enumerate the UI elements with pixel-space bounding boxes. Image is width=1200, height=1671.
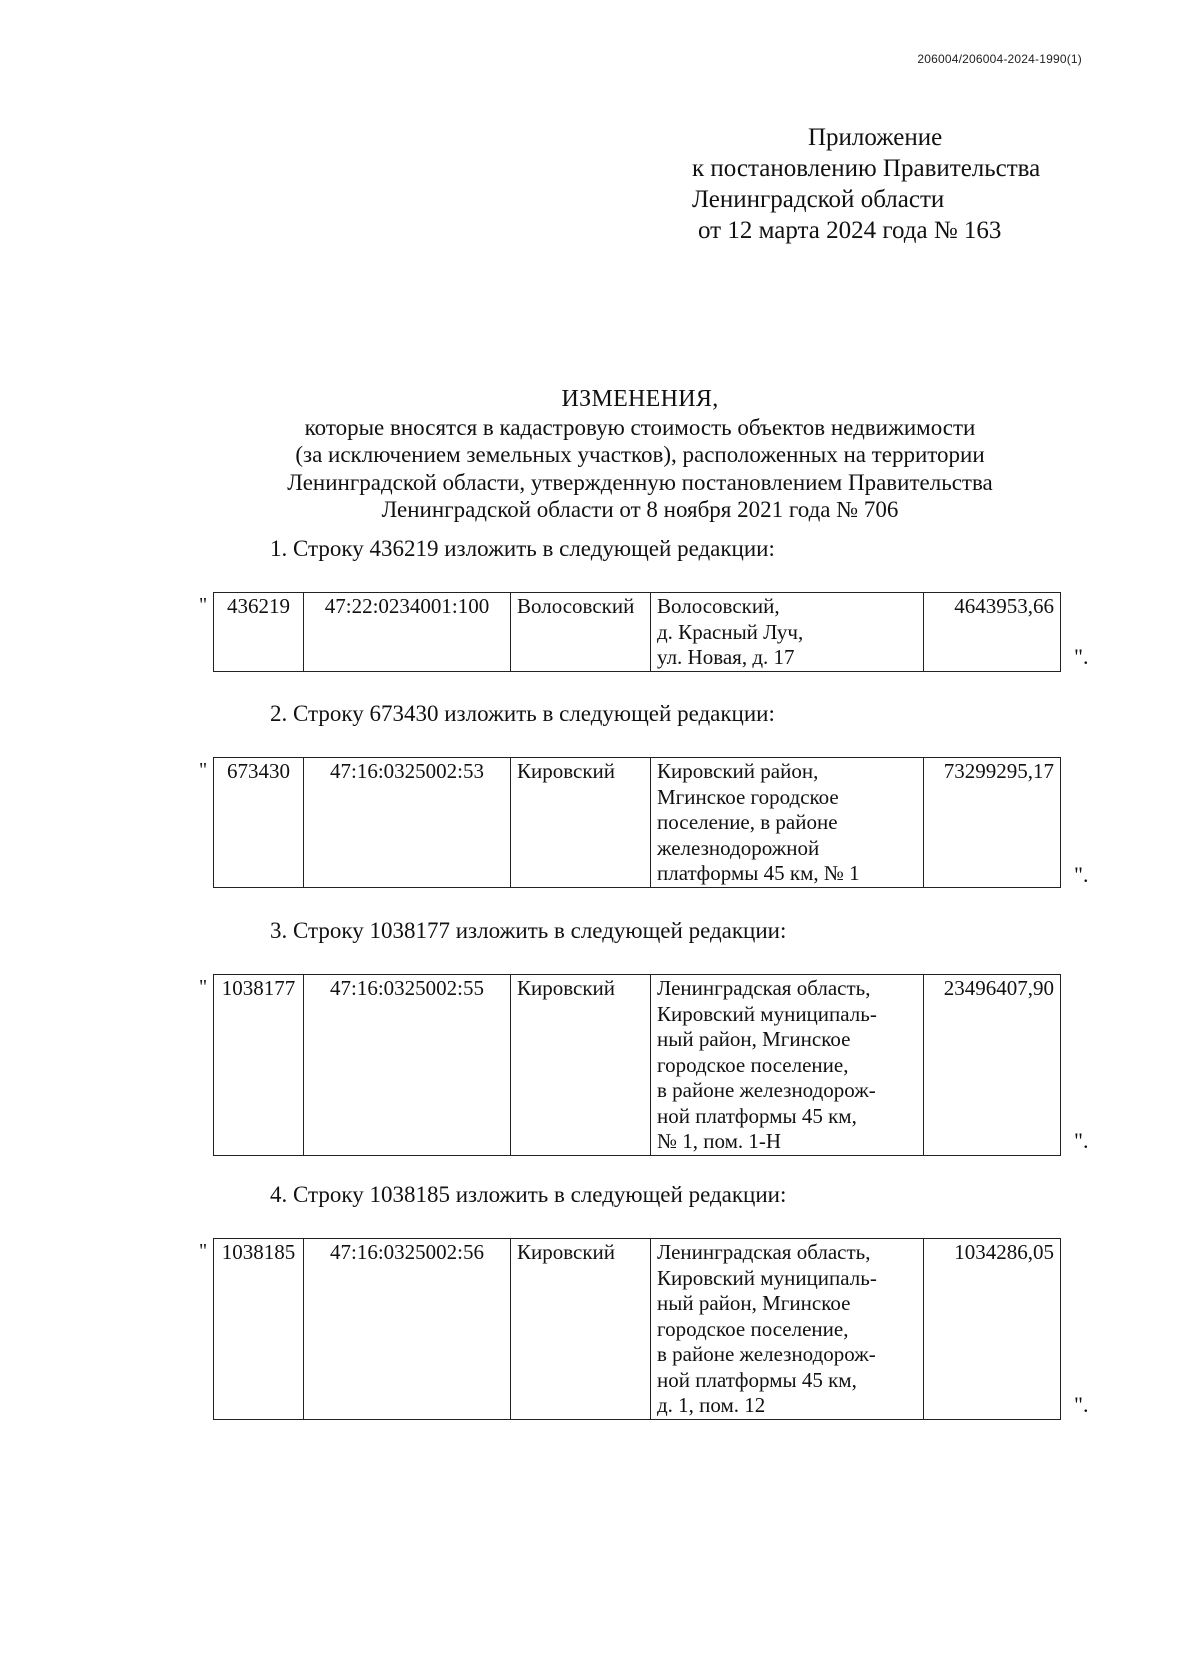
address-line: ул. Новая, д. 17	[657, 645, 795, 669]
district-cell: Кировский	[511, 1239, 651, 1420]
cadastral-number-cell: 47:16:0325002:53	[304, 758, 511, 888]
closing-quote: ".	[1074, 862, 1089, 887]
table-row	[214, 758, 1061, 888]
address-line: ной платформы 45 км,	[657, 1103, 857, 1128]
cadastral-number-cell: 47:16:0325002:55	[304, 975, 511, 1156]
title-heading: ИЗМЕНЕНИЯ,	[561, 386, 719, 412]
address-line: городское поселение,	[657, 1052, 849, 1077]
district-cell: Кировский	[511, 758, 651, 888]
cadastral-number-cell: 47:22:0234001:100	[304, 593, 511, 672]
address-line: ной платформы 45 км,	[657, 1367, 857, 1392]
title-line-2: (за исключением земельных участков), расположенных на территории	[295, 442, 985, 468]
document-registration-number: 206004/206004-2024-1990(1)	[917, 52, 1082, 66]
closing-quote: ".	[1074, 1128, 1089, 1153]
opening-quote: "	[199, 1240, 208, 1262]
address-cell	[651, 975, 924, 1156]
address-line: Кировский район,	[657, 759, 819, 783]
address-line: городское поселение,	[657, 1316, 849, 1341]
address-line: поселение, в районе	[657, 810, 838, 834]
title-line-3: Ленинградской области, утвержденную постановлением Правительства	[287, 469, 993, 495]
address-line: в районе железнодорож-	[657, 1342, 876, 1366]
appendix-line-region: Ленинградской области	[692, 186, 945, 213]
appendix-header	[692, 122, 1040, 246]
address-line: Кировский муниципаль-	[657, 1265, 877, 1290]
table-row	[214, 593, 1061, 672]
cadastral-value-cell: 23496407,90	[924, 975, 1061, 1156]
row-number-cell: 1038177	[214, 975, 304, 1156]
address-line: в районе железнодорож-	[657, 1078, 876, 1102]
appendix-line-date: от 12 марта 2024 года № 163	[698, 217, 1002, 244]
address-line: железнодорожной	[657, 835, 820, 860]
title-line-4: Ленинградской области от 8 ноября 2021 года № 706	[381, 497, 899, 523]
appendix-line-resolution: к постановлению Правительства	[692, 155, 1041, 182]
address-line: ный район, Мгинское	[657, 1291, 851, 1315]
address-line: Кировский муниципаль-	[657, 1001, 877, 1026]
appendix-title: Приложение	[808, 124, 943, 151]
change-instruction: 2. Строку 673430 изложить в следующей редакции:	[270, 701, 775, 726]
address-line: ный район, Мгинское	[657, 1027, 851, 1051]
row-number-cell: 673430	[214, 758, 304, 888]
row-table	[213, 592, 1061, 672]
address-line: платформы 45 км, № 1	[657, 861, 860, 885]
address-cell	[651, 758, 924, 888]
row-table	[213, 974, 1061, 1156]
row-table	[213, 1238, 1061, 1420]
cadastral-value-cell: 1034286,05	[924, 1239, 1061, 1420]
address-line: Ленинградская область,	[657, 976, 871, 1000]
change-instruction: 1. Строку 436219 изложить в следующей редакции:	[270, 536, 775, 561]
address-line: Волосовский,	[657, 594, 780, 618]
opening-quote: "	[199, 759, 208, 781]
row-number-cell: 436219	[214, 593, 304, 672]
address-cell	[651, 1239, 924, 1420]
address-line: д. 1, пом. 12	[657, 1393, 766, 1417]
change-instruction: 4. Строку 1038185 изложить в следующей редакции:	[270, 1182, 787, 1207]
document-title	[200, 386, 1080, 524]
address-line: Ленинградская область,	[657, 1240, 871, 1264]
cadastral-value-cell: 4643953,66	[924, 593, 1061, 672]
district-cell: Волосовский	[511, 593, 651, 672]
row-number-cell: 1038185	[214, 1239, 304, 1420]
cadastral-value-cell: 73299295,17	[924, 758, 1061, 888]
table-row	[214, 1239, 1061, 1420]
address-cell	[651, 593, 924, 672]
table-row	[214, 975, 1061, 1156]
closing-quote: ".	[1074, 644, 1089, 669]
opening-quote: "	[199, 594, 208, 616]
change-instruction: 3. Строку 1038177 изложить в следующей редакции:	[270, 918, 787, 943]
address-line: № 1, пом. 1-Н	[657, 1129, 782, 1153]
closing-quote: ".	[1074, 1392, 1089, 1417]
cadastral-number-cell: 47:16:0325002:56	[304, 1239, 511, 1420]
row-table	[213, 757, 1061, 888]
address-line: Мгинское городское	[657, 784, 839, 809]
title-line-1: которые вносятся в кадастровую стоимость объектов недвижимости	[304, 414, 976, 440]
district-cell: Кировский	[511, 975, 651, 1156]
address-line: д. Красный Луч,	[657, 619, 804, 644]
opening-quote: "	[199, 976, 208, 998]
